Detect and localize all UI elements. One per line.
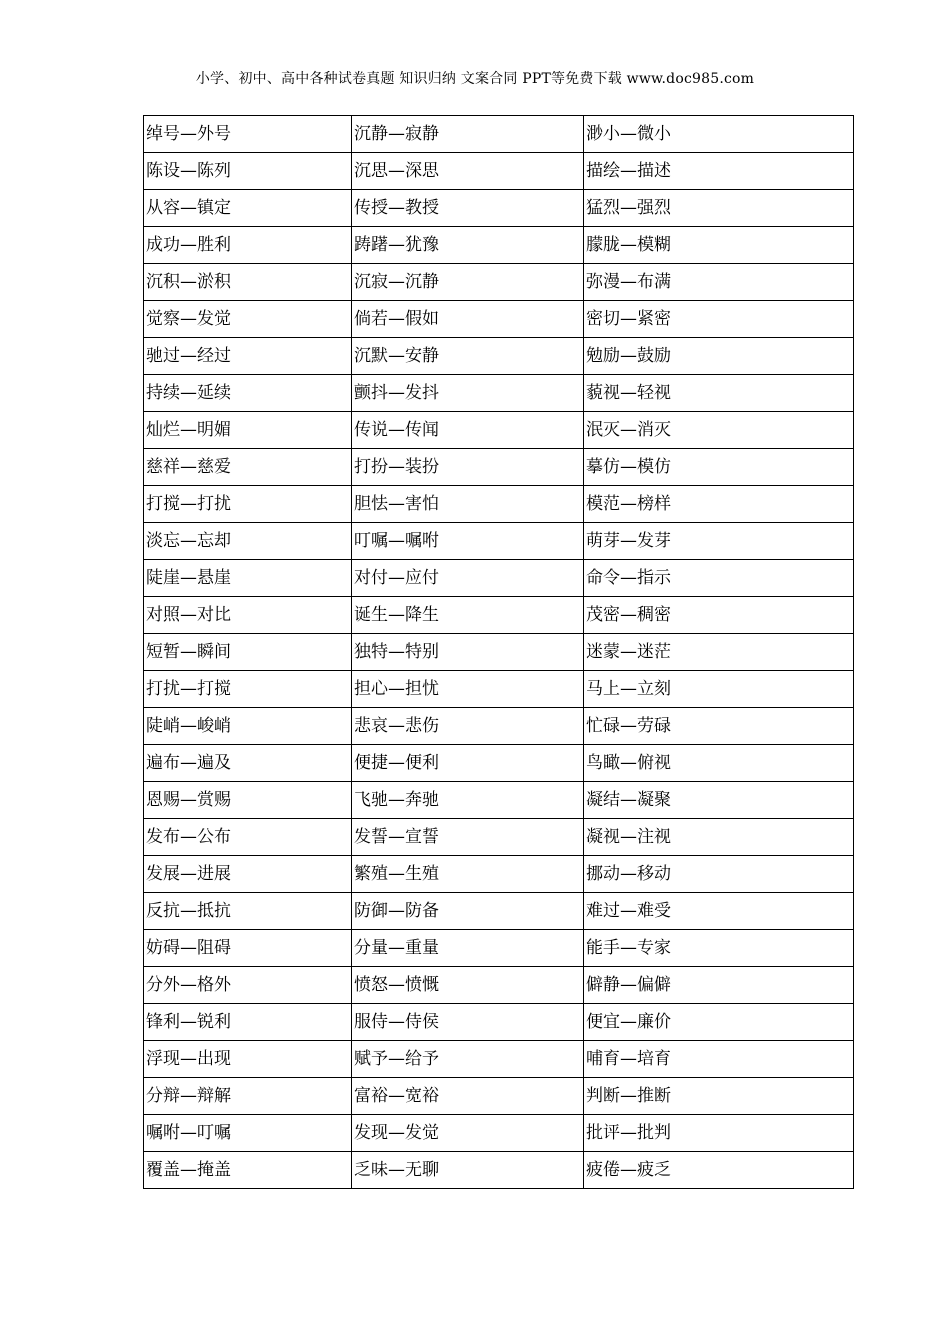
synonym-pair-cell: 发布—公布 xyxy=(144,819,352,856)
synonym-pair-cell: 打扮—装扮 xyxy=(352,449,584,486)
synonym-pair-cell: 传授—教授 xyxy=(352,190,584,227)
synonym-pair-cell: 悲哀—悲伤 xyxy=(352,708,584,745)
table-row xyxy=(144,597,854,634)
synonym-pair-cell: 驰过—经过 xyxy=(144,338,352,375)
table-row xyxy=(144,819,854,856)
synonym-pair-cell: 对照—对比 xyxy=(144,597,352,634)
synonym-pair-cell: 遍布—遍及 xyxy=(144,745,352,782)
table-row xyxy=(144,449,854,486)
synonym-pair-cell: 摹仿—模仿 xyxy=(584,449,854,486)
table-row xyxy=(144,930,854,967)
synonym-pair-cell: 描绘—描述 xyxy=(584,153,854,190)
synonym-pair-cell: 富裕—宽裕 xyxy=(352,1078,584,1115)
synonym-pair-cell: 批评—批判 xyxy=(584,1115,854,1152)
synonym-pair-cell: 飞驰—奔驰 xyxy=(352,782,584,819)
synonym-pair-cell: 难过—难受 xyxy=(584,893,854,930)
synonym-pair-cell: 叮嘱—嘱咐 xyxy=(352,523,584,560)
synonym-pair-cell: 繁殖—生殖 xyxy=(352,856,584,893)
synonym-pair-cell: 发现—发觉 xyxy=(352,1115,584,1152)
synonym-pair-cell: 分量—重量 xyxy=(352,930,584,967)
synonym-pair-cell: 弥漫—布满 xyxy=(584,264,854,301)
table-row xyxy=(144,634,854,671)
table-row xyxy=(144,338,854,375)
synonym-pair-cell: 模范—榜样 xyxy=(584,486,854,523)
table-row xyxy=(144,375,854,412)
synonym-pair-cell: 嘱咐—叮嘱 xyxy=(144,1115,352,1152)
synonym-pair-cell: 防御—防备 xyxy=(352,893,584,930)
synonym-pair-cell: 挪动—移动 xyxy=(584,856,854,893)
synonym-pair-cell: 打扰—打搅 xyxy=(144,671,352,708)
synonym-pair-cell: 浮现—出现 xyxy=(144,1041,352,1078)
table-row xyxy=(144,671,854,708)
synonym-pair-cell: 淡忘—忘却 xyxy=(144,523,352,560)
synonym-pair-cell: 沉默—安静 xyxy=(352,338,584,375)
synonym-pair-cell: 藐视—轻视 xyxy=(584,375,854,412)
table-row xyxy=(144,523,854,560)
synonym-pair-cell: 分辩—辩解 xyxy=(144,1078,352,1115)
table-row xyxy=(144,708,854,745)
table-row xyxy=(144,893,854,930)
synonym-pair-cell: 猛烈—强烈 xyxy=(584,190,854,227)
table-row xyxy=(144,412,854,449)
synonym-pair-cell: 忙碌—劳碌 xyxy=(584,708,854,745)
synonym-pair-cell: 陡崖—悬崖 xyxy=(144,560,352,597)
synonym-pair-cell: 僻静—偏僻 xyxy=(584,967,854,1004)
synonym-pair-cell: 愤怒—愤慨 xyxy=(352,967,584,1004)
synonym-pair-cell: 凝结—凝聚 xyxy=(584,782,854,819)
synonym-pair-cell: 泯灭—消灭 xyxy=(584,412,854,449)
synonym-pair-cell: 渺小—微小 xyxy=(584,116,854,153)
synonym-pair-cell: 觉察—发觉 xyxy=(144,301,352,338)
synonym-pair-cell: 鸟瞰—俯视 xyxy=(584,745,854,782)
synonym-pair-cell: 命令—指示 xyxy=(584,560,854,597)
synonym-table-body xyxy=(144,116,854,1189)
table-row xyxy=(144,856,854,893)
synonym-pair-cell: 沉寂—沉静 xyxy=(352,264,584,301)
synonym-pair-cell: 覆盖—掩盖 xyxy=(144,1152,352,1189)
table-row xyxy=(144,227,854,264)
synonym-pair-cell: 从容—镇定 xyxy=(144,190,352,227)
synonym-pair-cell: 沉思—深思 xyxy=(352,153,584,190)
synonym-pair-cell: 勉励—鼓励 xyxy=(584,338,854,375)
synonym-pair-cell: 诞生—降生 xyxy=(352,597,584,634)
table-row xyxy=(144,1115,854,1152)
synonym-pair-cell: 妨碍—阻碍 xyxy=(144,930,352,967)
synonym-pair-cell: 迷蒙—迷茫 xyxy=(584,634,854,671)
table-row xyxy=(144,745,854,782)
synonym-pair-cell: 马上—立刻 xyxy=(584,671,854,708)
synonym-pair-cell: 萌芽—发芽 xyxy=(584,523,854,560)
page-header: 小学、初中、高中各种试卷真题 知识归纳 文案合同 PPT等免费下载 www.doc985.com xyxy=(195,71,755,87)
synonym-pair-cell: 对付—应付 xyxy=(352,560,584,597)
table-row xyxy=(144,190,854,227)
synonym-pair-cell: 分外—格外 xyxy=(144,967,352,1004)
synonym-pair-cell: 绰号—外号 xyxy=(144,116,352,153)
synonym-pair-cell: 传说—传闻 xyxy=(352,412,584,449)
table-row xyxy=(144,782,854,819)
synonym-table xyxy=(143,115,854,1189)
synonym-pair-cell: 疲倦—疲乏 xyxy=(584,1152,854,1189)
table-row xyxy=(144,153,854,190)
table-row xyxy=(144,1078,854,1115)
synonym-pair-cell: 胆怯—害怕 xyxy=(352,486,584,523)
synonym-pair-cell: 倘若—假如 xyxy=(352,301,584,338)
synonym-pair-cell: 担心—担忧 xyxy=(352,671,584,708)
synonym-pair-cell: 陈设—陈列 xyxy=(144,153,352,190)
table-row xyxy=(144,116,854,153)
synonym-pair-cell: 反抗—抵抗 xyxy=(144,893,352,930)
synonym-pair-cell: 哺育—培育 xyxy=(584,1041,854,1078)
synonym-pair-cell: 沉静—寂静 xyxy=(352,116,584,153)
synonym-pair-cell: 服侍—侍侯 xyxy=(352,1004,584,1041)
synonym-pair-cell: 便宜—廉价 xyxy=(584,1004,854,1041)
synonym-pair-cell: 发展—进展 xyxy=(144,856,352,893)
synonym-pair-cell: 独特—特别 xyxy=(352,634,584,671)
table-row xyxy=(144,486,854,523)
table-row xyxy=(144,560,854,597)
synonym-pair-cell: 持续—延续 xyxy=(144,375,352,412)
synonym-pair-cell: 凝视—注视 xyxy=(584,819,854,856)
synonym-pair-cell: 赋予—给予 xyxy=(352,1041,584,1078)
synonym-pair-cell: 乏味—无聊 xyxy=(352,1152,584,1189)
synonym-pair-cell: 短暂—瞬间 xyxy=(144,634,352,671)
synonym-pair-cell: 陡峭—峻峭 xyxy=(144,708,352,745)
synonym-pair-cell: 茂密—稠密 xyxy=(584,597,854,634)
synonym-pair-cell: 打搅—打扰 xyxy=(144,486,352,523)
synonym-pair-cell: 成功—胜利 xyxy=(144,227,352,264)
synonym-pair-cell: 密切—紧密 xyxy=(584,301,854,338)
table-row xyxy=(144,967,854,1004)
synonym-pair-cell: 便捷—便利 xyxy=(352,745,584,782)
synonym-pair-cell: 沉积—淤积 xyxy=(144,264,352,301)
table-row xyxy=(144,301,854,338)
table-row xyxy=(144,1152,854,1189)
synonym-pair-cell: 锋利—锐利 xyxy=(144,1004,352,1041)
synonym-pair-cell: 发誓—宣誓 xyxy=(352,819,584,856)
synonym-pair-cell: 灿烂—明媚 xyxy=(144,412,352,449)
table-row xyxy=(144,264,854,301)
synonym-pair-cell: 慈祥—慈爱 xyxy=(144,449,352,486)
synonym-pair-cell: 踌躇—犹豫 xyxy=(352,227,584,264)
table-row xyxy=(144,1004,854,1041)
synonym-pair-cell: 颤抖—发抖 xyxy=(352,375,584,412)
table-row xyxy=(144,1041,854,1078)
synonym-pair-cell: 能手—专家 xyxy=(584,930,854,967)
synonym-pair-cell: 朦胧—模糊 xyxy=(584,227,854,264)
synonym-pair-cell: 判断—推断 xyxy=(584,1078,854,1115)
synonym-pair-cell: 恩赐—赏赐 xyxy=(144,782,352,819)
